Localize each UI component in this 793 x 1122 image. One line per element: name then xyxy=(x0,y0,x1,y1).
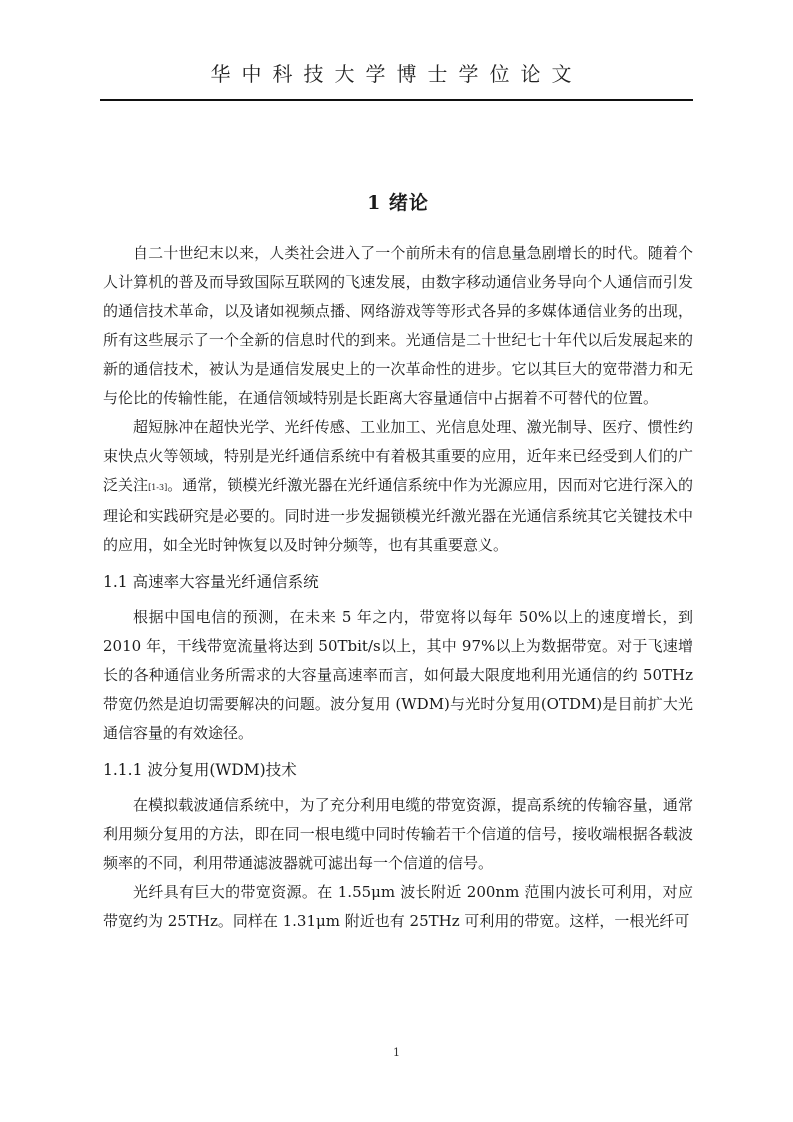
paragraph-text: 超短脉冲在超快光学、光纤传感、工业加工、光信息处理、激光制导、医疗、惯性约束快点火等领域，特别是光纤通信系统中有着极其重要的应用，近年来已经受到人们的广泛关注 xyxy=(103,418,693,494)
section-heading-1-1-1: 1.1.1 波分复用(WDM)技术 xyxy=(103,761,297,779)
paragraph-intro: 自二十世纪末以来，人类社会进入了一个前所未有的信息量急剧增长的时代。随着个人计算机的普及而导致国际互联网的飞速发展，由数字移动通信业务导向个人通信而引发的通信技术革命，以及诸如视频点播、网络游戏等等形式各异的多媒体通信业务的出现，所有这些展示了一个全新的信息时代的到来。光通信是二十世纪七十年代以后发展起来的新的通信技术，被认为是通信发展史上的一次革命性的进步。它以其巨大的宽带潜力和无与伦比的传输性能，在通信领域特别是长距离大容量通信中占据着不可替代的位置。 xyxy=(103,244,693,407)
section-heading-1-1: 1.1 高速率大容量光纤通信系统 xyxy=(103,573,319,591)
page-body xyxy=(103,188,693,936)
paragraph-fdm: 在模拟载波通信系统中，为了充分利用电缆的带宽资源，提高系统的传输容量，通常利用频分复用的方法，即在同一根电缆中同时传输若干个信道的信号，接收端根据各载波频率的不同，利用带通滤波器就可滤出每一个信道的信号。 xyxy=(103,796,693,872)
paragraph-fiber-bandwidth: 光纤具有巨大的带宽资源。在 1.55μm 波长附近 200nm 范围内波长可利用，对应带宽约为 25THz。同样在 1.31μm 附近也有 25THz 可利用的带宽。这样，一根光纤可 xyxy=(103,883,693,930)
citation-ref: [1-3] xyxy=(148,483,168,492)
running-header: 华中科技大学博士学位论文 xyxy=(210,62,583,86)
header-rule xyxy=(100,99,693,101)
chapter-title: 1 绪论 xyxy=(367,192,429,214)
page-number: 1 xyxy=(393,1046,400,1059)
paragraph-ultrashort-pulse xyxy=(103,413,693,560)
paragraph-text: 。通常，锁模光纤激光器在光纤通信系统中作为光源应用，因而对它进行深入的理论和实践研究是必要的。同时进一步发掘锁模光纤激光器在光通信系统其它关键技术中的应用，如全光时钟恢复以及时钟分频等，也有其重要意义。 xyxy=(103,476,693,554)
paragraph-bandwidth-forecast: 根据中国电信的预测，在未来 5 年之内，带宽将以每年 50%以上的速度增长，到 2010 年，干线带宽流量将达到 50Tbit/s以上，其中 97%以上为数据带宽。对于飞速增长的各种通信业务所需求的大容量高速率而言，如何最大限度地利用光通信的约 50THz带宽仍然是迫切需要解决的问题。波分复用 (WDM)与光时分复用(OTDM)是目前扩大光通信容量的有效途径。 xyxy=(103,608,693,742)
